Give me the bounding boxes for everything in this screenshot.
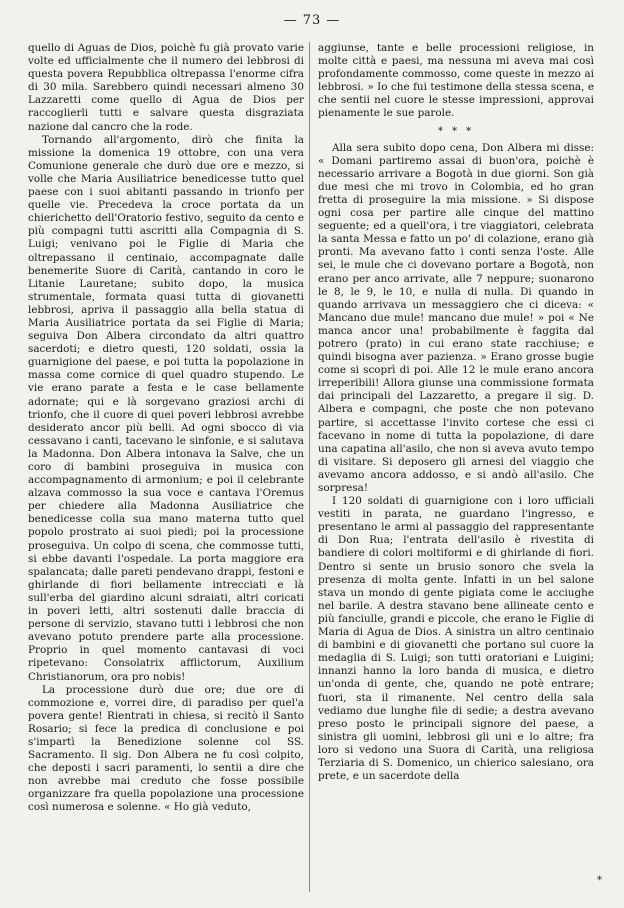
paragraph: aggiunse, tante e belle processioni religiose, in molte città e paesi, ma nessuna mi aveva mai così profondamente commosso, come queste in mezzo ai lebbrosi. » Io che fui testimone della stessa scena, e che sentii nel cuore le stesse impressioni, approvai pienamente le sue parole. — [318, 42, 594, 120]
right-column — [318, 42, 594, 783]
paragraph: I 120 soldati di guarnigione con i loro ufficiali vestiti in parata, ne guardano l'ingresso, e presentano le armi al passaggio del rappresentante di Don Rua; l'entrata dell'asilo è rivestita di bandiere di colori moltiformi e di ghirlande di fiori. Dentro si sente un brusio sonoro che svela la presenza di molta gente. Infatti in un bel salone stava un mondo di gente pigiata come le acciughe nel barile. A destra stavano bene allineate cento e più fanciulle, grandi e piccole, che erano le Figlie di Maria di Agua de Dios. A sinistra un altro centinaio di bambini e di giovanetti che portano sul cuore la medaglia di S. Luigi; son tutti oratoriani e Luigini; innanzi hanno la loro banda di musica, e dietro un'onda di gente, che, quando ne potè entrare; fuori, sta il rimanente. Nel centro della sala vediamo due lunghe file di sedie; a destra avevano preso posto le principali signore del paese, a sinistra gli uomini, lebbrosi gli uni e lo altre; fra loro si vedono una Suora di Carità, una religiosa Terziaria di S. Domenico, un chierico salesiano, ora prete, e un sacerdote della — [318, 495, 594, 783]
section-separator: * * * — [437, 125, 475, 137]
paragraph: quello di Aguas de Dios, poichè fu già provato varie volte ed ufficialmente che il numero dei lebbrosi di questa povera Repubblica oltrepassa l'enorme cifra di 30 mila. Sarebbero quindi necessari almeno 30 Lazzaretti come quello di Agua de Dios per raccoglierli tutti e salvare questa disgraziata nazione dal cancro che la rode. — [28, 42, 304, 133]
left-column — [28, 42, 304, 815]
paragraph: Tornando all'argomento, dirò che finita la missione la domenica 19 ottobre, con una vera Comunione generale che durò due ore e mezzo, si volle che Maria Ausiliatrice benedicesse tutto quel paese con i suoi abitanti passando in trionfo per quelle vie. Precedeva la croce portata da un chierichetto dell'Oratorio festivo, seguito da cento e più compagni tutti ascritti alla Compagnia di S. Luigi; venivano poi le Figlie di Maria che oltrepassano il centinaio, accompagnate dalle benemerite Suore di Carità, cantando in coro le Litanie Lauretane; subito dopo, la musica strumentale, formata quasi tutta di giovanetti lebbrosi, apriva il passaggio alla bella statua di Maria Ausiliatrice portata da sei Figlie di Maria; seguiva Don Albera circondato da altri quattro sacerdoti; e dietro questi, 120 soldati, ossia la guarnigione del paese, e poi tutta la popolazione in massa come cornice di quel quadro stupendo. Le vie erano parate a festa e le case bellamente adornate; qui e là sorgevano graziosi archi di trionfo, che il cuore di quei poveri lebbrosi avrebbe desiderato ancor più belli. Ad ogni sbocco di via cessavano i canti, tacevano le sinfonie, e si salutava la Madonna. Don Albera intonava la Salve, che un coro di bambini proseguiva in musica con accompagnamento di armonium; e poi il celebrante alzava commosso la sua voce e cantava l'Oremus per chiedere alla Madonna Ausiliatrice che benedicesse colla sua mano materna tutto quel popolo prostrato ai suoi piedi; poi la processione proseguiva. Un colpo di scena, che commosse tutti, si ebbe davanti l'ospedale. La porta maggiore era spalancata; dalle pareti pendevano drappi, festoni e ghirlande di fiori bellamente intrecciati e là sull'erba del giardino alcuni sdraiati, altri coricati in poveri letti, altri sostenuti dalle braccia di persone di servizio, stavano tutti i lebbrosi che non avevano potuto prendere parte alla processione. Proprio in quel momento cantavasi di voci ripetevano: Consolatrix afflictorum, Auxilium Christianorum, ora pro nobis! — [28, 133, 304, 683]
page-number: — 73 — — [283, 13, 341, 28]
end-mark: * — [597, 875, 602, 886]
paragraph: La processione durò due ore; due ore di commozione e, vorrei dire, di paradiso per quel'a povera gente! Rientrati in chiesa, si recitò il Santo Rosario; si fece la predica di conclusione e poi s'impartì la Benedizione solenne col SS. Sacramento. Il sig. Don Albera ne fu così colpito, che deposti i sacri paramenti, lo sentii a dire che non avrebbe mai creduto che fosse possibile organizzare fra quella popolazione una processione così numerosa e solenne. « Ho già veduto, — [28, 683, 304, 814]
column-divider — [309, 42, 310, 892]
paragraph: Alla sera subito dopo cena, Don Albera mi disse: « Domani partiremo assai di buon'ora, poichè è necessario arrivare a Bogotà in due giorni. Son già due mesi che mi trovo in Colombia, ed ho gran fretta di proseguire la mia missione. » Si dispose ogni cosa per partire alle cinque del mattino seguente; ed a quell'ora, i tre viaggiatori, celebrata la santa Messa e fatto un po' di colazione, erano già pronti. Ma avevano fatto i conti senza l'oste. Alle sei, le mule che ci dovevano portare a Bogotà, non erano per anco arrivate, alle 7 neppure; suonarono le 8, le 9, le 10, e nulla di nulla. Di quando in quando arrivava un messaggiero che ci diceva: « Mancano due mule! mancano due mule! » poi « Ne manca ancor una! probabilmente è faggita dal potrero (prato) in cui erano state racchiuse; e quindi bisogna aver pazienza. » Erano grosse bugie come si scoprì di poi. Alle 12 le mule erano ancora irreperibili! Allora giunse una commissione formata dai principali del Lazzaretto, a pregare il sig. D. Albera e compagni, che poste che non potevano partire, si accettasse l'invito cortese che essi ci facevano in nome di tutta la popolazione, di dare una capatina all'asilo, che non si aveva avuto tempo di visitare. Si deposero gli arnesi del viaggio che avevamo ancora addosso, e si andò all'asilo. Che sorpresa! — [318, 141, 594, 494]
